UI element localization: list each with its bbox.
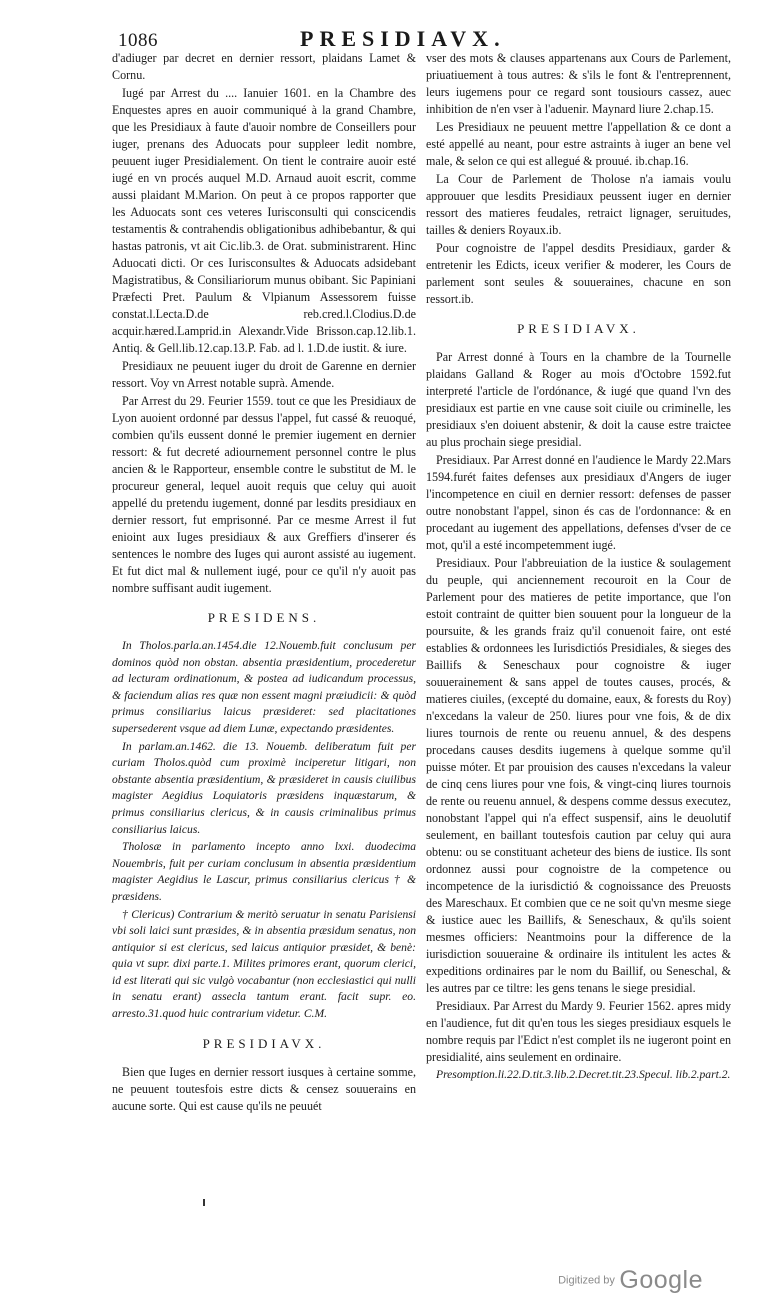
paragraph: vser des mots & clauses appartenans aux Cours de Parlement, priuatiuement à tous autres: & s'ils le font & l'entreprennent, leurs iugemens pour ce regard sont tousiours cassez, auec inhibition de n'en vser à l'aduenir. Maynard liure 2.chap.15.: [426, 51, 731, 116]
latin-paragraph: In Tholos.parla.an.1454.die 12.Nouemb.fuit conclusum per dominos quòd non obstan. absentia præsidentium, procederetur ad lecturam ordinationum, & postea ad iudicandum processus, & faciendum alias res quæ non essent magni præiudicii: & quòd primus consiliarius laicus præsideret: sed placitationes supersederent vsque ad diem Lunæ, expectando præsidentes.: [112, 639, 416, 735]
digitized-watermark: [558, 1266, 703, 1295]
latin-paragraph: Tholosæ in parlamento incepto anno lxxi. duodecima Nouembris, fuit per curiam conclusum in absentia præsidentium magister Aegidius le Lascur, primus consiliarius clericus † & præsidens.: [112, 840, 416, 903]
paragraph: Pour cognoistre de l'appel desdits Presidiaux, garder & entretenir les Edicts, iceux verifier & moderer, les Cours de parlement sont seules & souueraines, chacune en son ressort.ib.: [426, 241, 731, 306]
latin-paragraph: † Clericus) Contrarium & meritò seruatur in senatu Parisiensi vbi soli laici sunt præsides, & in absentia præsidum senatus, non antiquior si est clericus, sed laicus antiquior præsidet, & benè: quia vt supr. dixi parte.1. Milites primores erant, quorum clerici, id est literati qui sic vulgò vocabantur (non ecclesiastici qui nulli in senatu erant) assecla tantum erant. facit supr. eo. arresto.31.quod huic contrarium videtur. C.M.: [112, 907, 416, 1021]
paragraph: d'adiuger par decret en dernier ressort, plaidans Lamet & Cornu.: [112, 51, 416, 82]
google-logo: Google: [619, 1266, 703, 1294]
paragraph: La Cour de Parlement de Tholose n'a iamais voulu approuuer que lesdits Presidiaux peussent iuger en dernier ressort des matieres feudales, retraict lignager, seruitudes, tailles & deniers Royaux.ib.: [426, 172, 731, 237]
paragraph: Presidiaux. Pour l'abbreuiation de la iustice & soulagement du peuple, qui anciennement recouroit en la Cour de Parlement pour des matieres de petite importance, que l'on estoit contraint de quitter bien souuent pour la longueur de la poursuite, & les grands fraiz qu'il conuenoit faire, ont esté establies & ordonnees les Iurisdictiós Presidiales, & sieges des Baillifs & Seneschaux pour cognoistre & iuger souuerainement & sans appel de toutes causes, procés, & matieres ciuiles, (excepté du domaine, eaux, & forests du Roy) n'excedans la valeur de 250. liures pour vne fois, & de dix liures tournois de rente ou reuenu annuel, & des despens procedans causes desdits iugemens à quelque somme qu'il puisse móter. Et par prouision des causes n'excedans la valeur de cinq cens liures pour vne fois, & vingt-cinq liures tournois de rente ou reuenu annuel, & despens comme dessus executez, nonobstant l'appel qui n'a effect suspensif, ains le deuolutif seulement, en baillant toutesfois caution par celuy qui aura obtenu: ou se constituant acheteur des biens de iustice. Ils sont ordonnez aussi pour cognoistre de la competence ou incompetence de la iurisdictió & cognoissance des Preuosts des Mareschaux. Et combien que ce ne soit qu'vn mesme siege & iustice auec les Baillifs, & Seneschaux, & qu'ils soient mesmes officiers: Neantmoins pour la difference de la iurisdiction souueraine & ordinaire ils intitulent les actes & expeditions ordinaires par le nom du Baillif, ou Seneschal, & les autres par ce tiltre: les gens tenans le siege presidial.: [426, 556, 731, 995]
section-heading-presidiaux: PRESIDIAVX.: [202, 1035, 326, 1051]
page-number: 1086: [118, 30, 158, 51]
paragraph: Iugé par Arrest du .... Ianuier 1601. en la Chambre des Enquestes apres en auoir communiqué à la grand Chambre, que les Presidiaux à faute d'auoir nombre de Conseillers pour iuger, prenans des Aduocats pour suppleer ledit nombre, peuuent iuger Presidialement. On tient le contraire auoir esté iugé en vn procés auquel M.D. Arnaud auoit escrit, comme aussi plaidant M.Marion. On peut à ce propos rapporter que les Aduocats sont ces veteres Iurisconsulti qui conscicendis testamentis & contrahendis obligationibus adhibebantur, & qui hastas patronis, vt ait Cic.lib.3. de Orat. subministrarent. Hinc Aduocati dicti. Or ces Iurisconsultes & Aduocats adsidebant Magistratibus, & Consiliariorum munus obibant. Sic Papiniani Præfecti Pret. Paulum & Vlpianum Assessorem fuisse constat.l.Lecta.D.de reb.cred.l.Clodius.D.de acquir.hæred.Lamprid.in Alexandr.Vide Brisson.cap.12.lib.1. Antiq. & Gell.lib.12.cap.13.P. Fab. ad l. 1.D.de iustit. & iure.: [112, 86, 416, 355]
paragraph: Par Arrest donné à Tours en la chambre de la Tournelle plaidans Galland & Roger au mois d'Octobre 1592.fut interpreté l'article de l'ordónance, & iugé que quand l'vn des presidiaux est partie en vne cause soit ciuile ou criminelle, les presidiaux s'en doiuent abstenir, & doit la cause estre traictee au plus prochain siege presidial.: [426, 350, 731, 449]
section-heading-presidiaux: PRESIDIAVX.: [517, 321, 640, 336]
paragraph: Presidiaux. Par Arrest donné en l'audience le Mardy 22.Mars 1594.furét faites defenses aux presidiaux d'Angers de iuger l'incompetence en ciuil en dernier ressort: defenses de passer outre nonobstant l'appel, sinon és cas de l'ordonnance: & en procedant au iugement des appellations, defenses d'vser de ce mot, qu'il a esté incompetemment iugé.: [426, 453, 731, 552]
paragraph: Presomption.li.22.D.tit.3.lib.2.Decret.tit.23.Specul. lib.2.part.2.: [436, 1068, 731, 1081]
paragraph: Presidiaux. Par Arrest du Mardy 9. Feurier 1562. apres midy en l'audience, fut dit qu'en tous les sieges presidiaux esquels le nombre requis par l'Edict n'est complet ils ne iugeront point en presidialité, ains seulement en ordinaire.: [426, 999, 731, 1064]
section-heading-presidens: PRESIDENS.: [207, 610, 321, 625]
paragraph: Bien que Iuges en dernier ressort iusques à certaine somme, ne peuuent toutesfois estre dicts & censez souuerains en aucune sorte. Qui est cause qu'ils ne peuuét: [112, 1064, 416, 1113]
paragraph: Les Presidiaux ne peuuent mettre l'appellation & ce dont a esté appellé au neant, pour estre astraints à iuger an bene vel male, & selon ce qui est allegué & prouué. ib.chap.16.: [426, 120, 731, 168]
latin-paragraph: In parlam.an.1462. die 13. Nouemb. deliberatum fuit per curiam Tholos.quòd cum proximè inciperetur litigari, non obstante absentia præsidentium, & præsideret in causis ciuilibus magister Aegidius Loquiatoris præsidens inquæstarum, & primus consiliarius clericus, & in causis criminalibus primus consiliarius laicus.: [112, 739, 416, 836]
right-column: [426, 50, 731, 1085]
ink-mark: [203, 1199, 205, 1206]
left-column: [112, 50, 416, 1116]
running-title: PRESIDIAVX.: [300, 26, 506, 51]
paragraph: Presidiaux ne peuuent iuger du droit de Garenne en dernier ressort. Voy vn Arrest notable suprà. Amende.: [112, 359, 416, 390]
digitized-by-label: Digitized by: [558, 1274, 615, 1287]
paragraph: Par Arrest du 29. Feurier 1559. tout ce que les Presidiaux de Lyon auoient ordonné par dessus l'appel, fut cassé & reuoqué, combien qu'ils eussent donné le premier iugement en dernier ressort: & fut decreté adiournement personnel contre le plus ancien & le Rapporteur, ensemble contre le substitut de M. le procureur general, lequel auoit requis que celuy qui auoit appellé du pretendu iugement, donné par lesdits presidiaux en dernier ressort, fut emprisonné. Par ce mesme Arrest il fut enioint aux Iuges presidiaux & aux Greffiers d'inserer és sentences le nombre des Iuges qui auront assisté au iugement. Et fut dict mal & nullement iugé, pour ce qu'il n'y auoit pas nombre suffisant audit iugement.: [112, 394, 416, 595]
